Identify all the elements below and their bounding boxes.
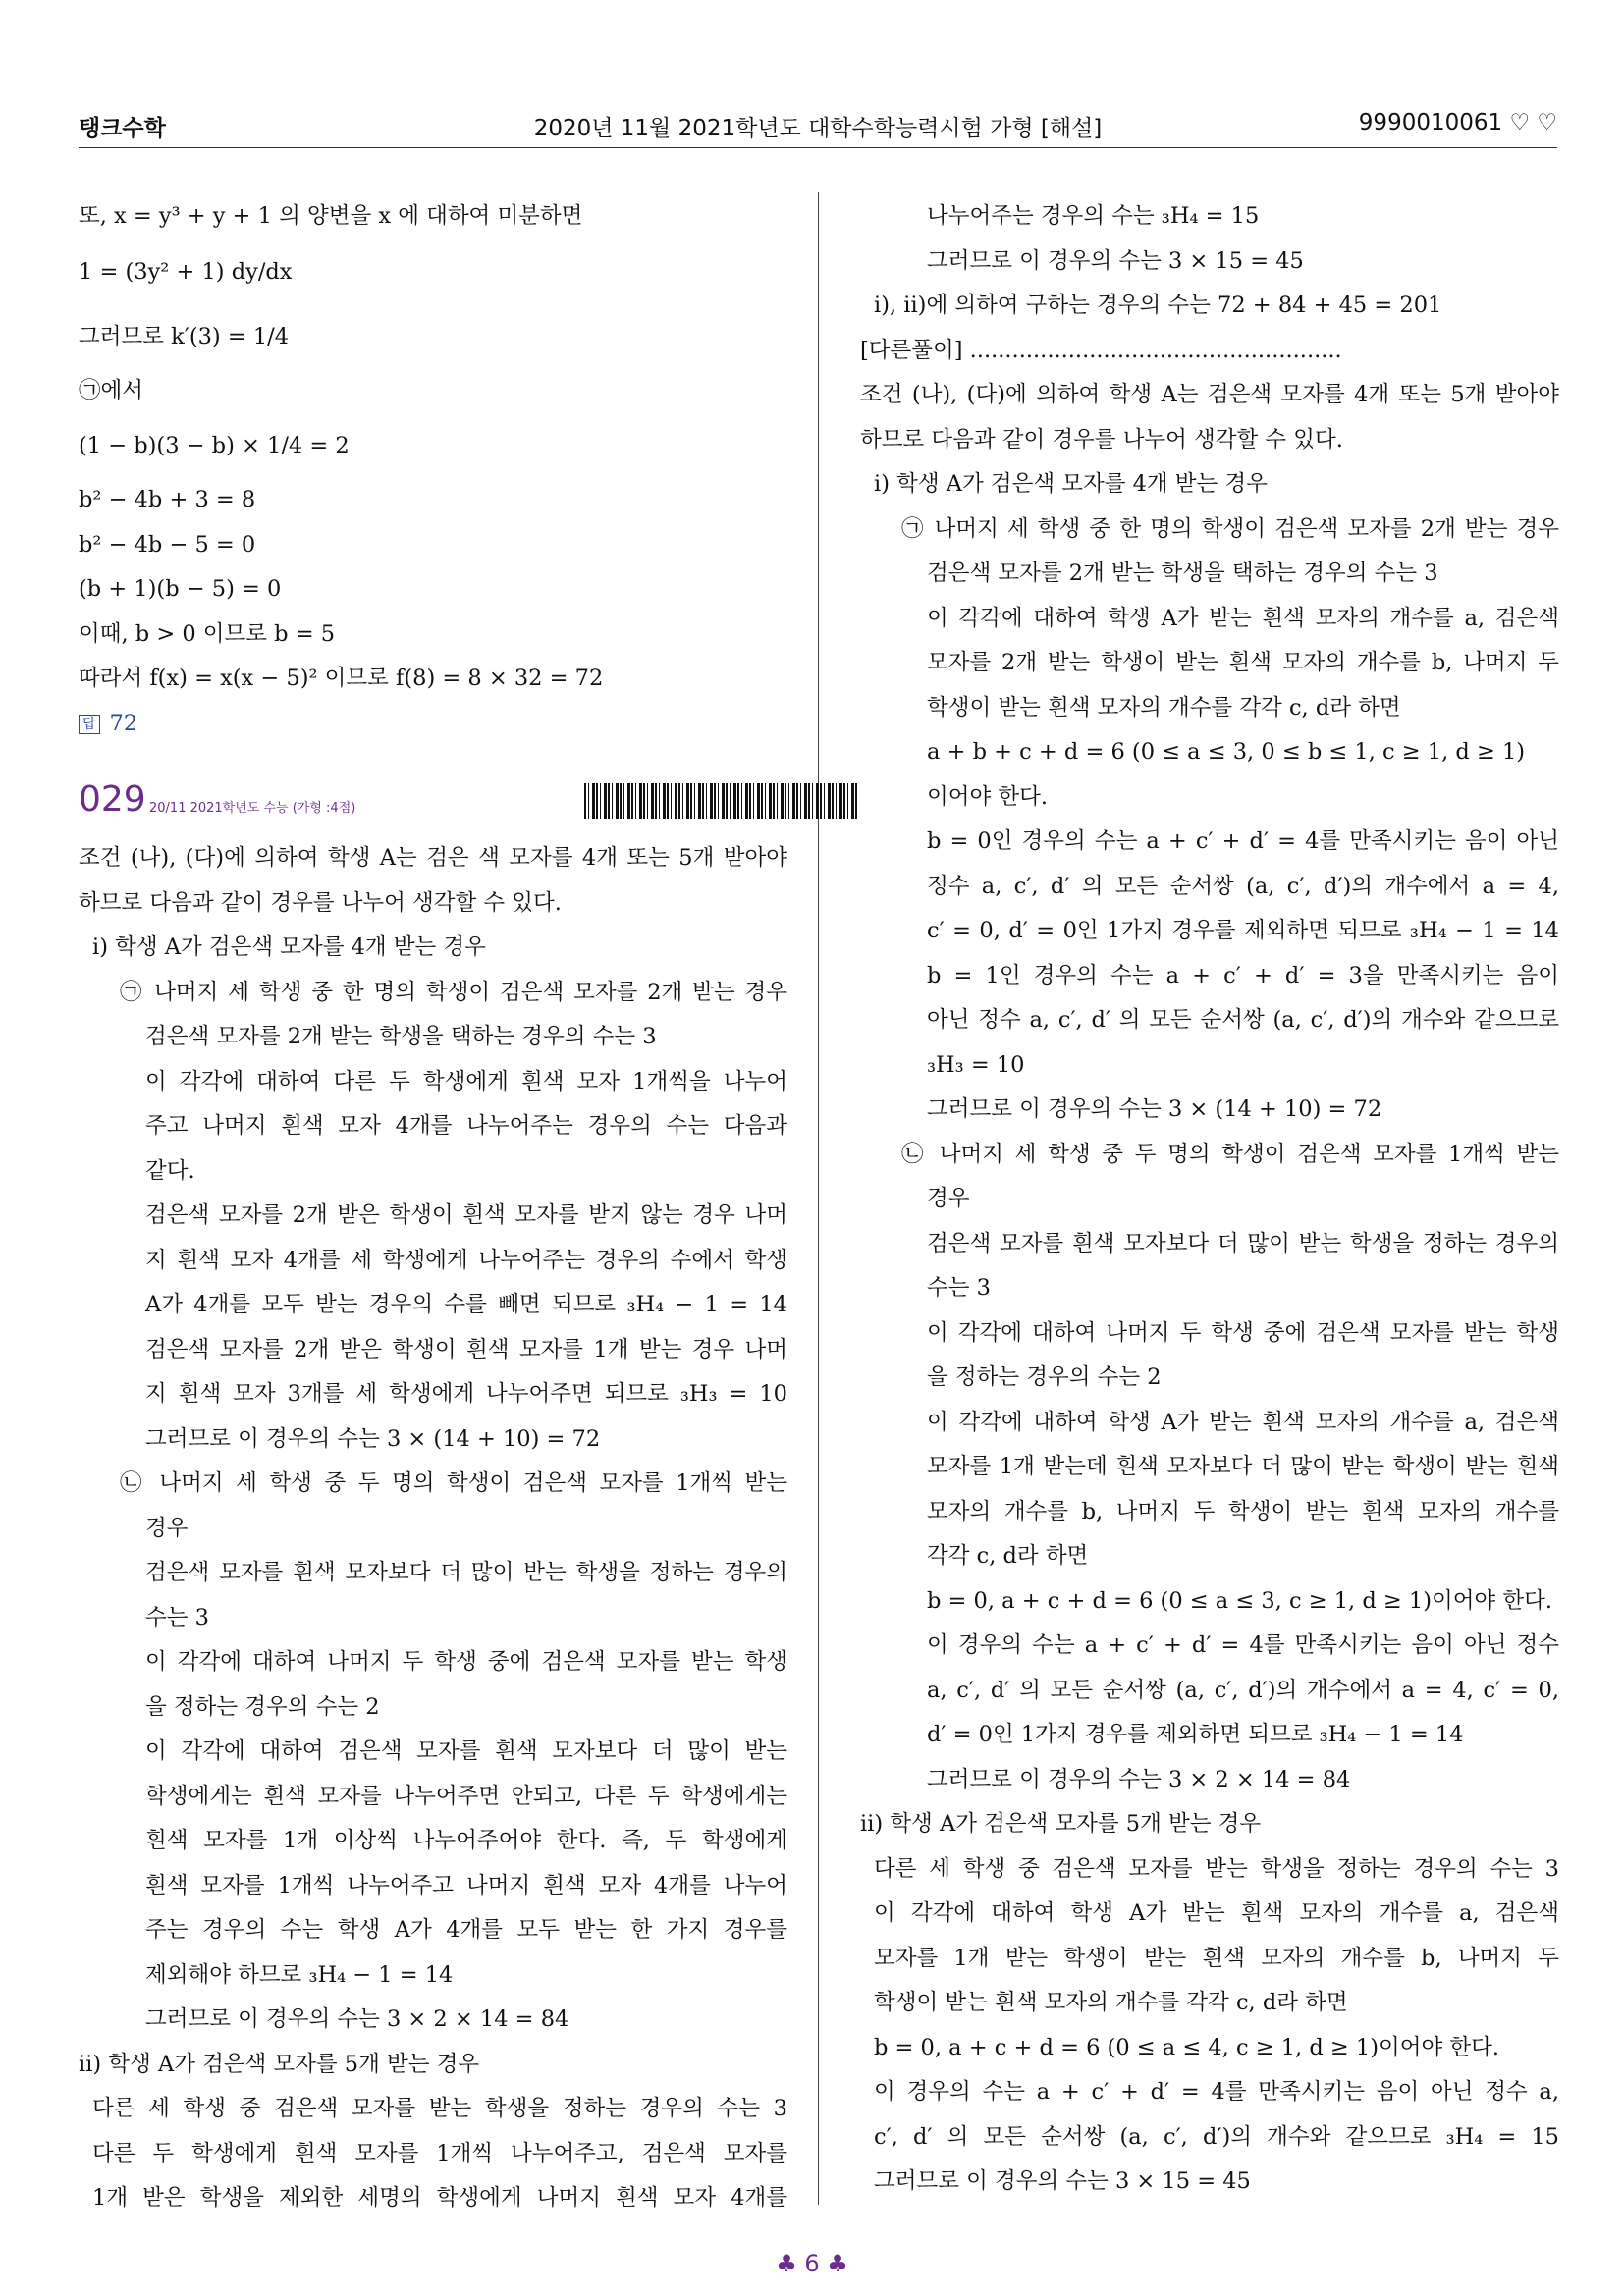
right-column: [860, 194, 1559, 2205]
text-line: 을 정하는 경우의 수는 2: [927, 1364, 1162, 1390]
text-line: 수는 3: [145, 1604, 209, 1630]
brand-name: 탱크수학: [79, 116, 166, 141]
text-line: b = 1인 경우의 수는 a + c′ + d′ = 3을 만족시키는 음이: [927, 962, 1559, 988]
text-line: 지 흰색 모자 3개를 세 학생에게 나누어주면 되므로 ₃H₃ = 10: [145, 1381, 787, 1407]
text-line: 흰색 모자를 1개 이상씩 나누어주어야 한다. 즉, 두 학생에게: [145, 1828, 787, 1853]
text-line: 검은색 모자를 2개 받은 학생이 흰색 모자를 받지 않는 경우 나머: [145, 1202, 787, 1228]
text-line: 그러므로 k′(3) = 1/4: [79, 323, 290, 349]
text-line: 그러므로 이 경우의 수는 3 × 2 × 14 = 84: [927, 1766, 1351, 1792]
text-line: 이 경우의 수는 a + c′ + d′ = 4를 만족시키는 음이 아닌 정수: [927, 1632, 1559, 1658]
text-line: 그러므로 이 경우의 수는 3 × 15 = 45: [874, 2168, 1251, 2194]
text-line: 나누어주는 경우의 수는 ₃H₄ = 15: [927, 203, 1260, 229]
text-line: 학생에게는 흰색 모자를 나누어주면 안되고, 다른 두 학생에게는: [145, 1783, 787, 1809]
barcode-image: [584, 783, 859, 819]
answer-value: 72: [109, 710, 138, 736]
text-line: 지 흰색 모자 4개를 세 학생에게 나누어주는 경우의 수에서 학생: [145, 1247, 787, 1273]
text-line: ₃H₃ = 10: [927, 1051, 1025, 1078]
text-line: b = 0인 경우의 수는 a + c′ + d′ = 4를 만족시키는 음이 아닌: [927, 828, 1559, 854]
text-line: A가 4개를 모두 받는 경우의 수를 빼면 되므로 ₃H₄ − 1 = 14: [145, 1292, 787, 1317]
text-line: b² − 4b + 3 = 8: [79, 487, 256, 512]
text-line: 그러므로 이 경우의 수는 3 × 15 = 45: [927, 247, 1304, 274]
text-line: 그러므로 이 경우의 수는 3 × 2 × 14 = 84: [145, 2006, 569, 2032]
text-line: 다른 세 학생 중 검은색 모자를 받는 학생을 정하는 경우의 수는 3: [92, 2096, 787, 2121]
left-column: [79, 194, 787, 2221]
text-line: 검은색 모자를 흰색 모자보다 더 많이 받는 학생을 정하는 경우의: [145, 1560, 787, 1585]
text-line: ㉡ 나머지 세 학생 중 두 명의 학생이 검은색 모자를 1개씩 받는: [120, 1470, 787, 1496]
text-line: 모자의 개수를 b, 나머지 두 학생이 받는 흰색 모자의 개수를: [927, 1498, 1559, 1524]
text-line: 1개 받은 학생을 제외한 세명의 학생에게 나머지 흰색 모자 4개를: [92, 2185, 787, 2211]
text-line: 을 정하는 경우의 수는 2: [145, 1693, 380, 1720]
text-line: d′ = 0인 1가지 경우를 제외하면 되므로 ₃H₄ − 1 = 14: [927, 1722, 1464, 1747]
text-line: 모자를 1개 받는데 흰색 모자보다 더 많이 받는 학생이 받는 흰색: [927, 1454, 1559, 1479]
text-line: 경우: [927, 1186, 970, 1211]
text-line: 그러므로 이 경우의 수는 3 × (14 + 10) = 72: [145, 1425, 601, 1452]
column-divider: [818, 192, 819, 2205]
text-line: 그러므로 이 경우의 수는 3 × (14 + 10) = 72: [927, 1096, 1382, 1122]
text-line: b² − 4b − 5 = 0: [79, 531, 256, 558]
text-line: 이 각각에 대하여 학생 A가 받는 흰색 모자의 개수를 a, 검은색: [927, 1409, 1559, 1435]
text-line: ㉠ 나머지 세 학생 중 한 명의 학생이 검은색 모자를 2개 받는 경우: [901, 515, 1559, 542]
problem-info: 20/11 2021학년도 수능 (가형 :4점): [149, 801, 356, 816]
text-line: 이 각각에 대하여 다른 두 학생에게 흰색 모자 1개씩을 나누어: [145, 1068, 787, 1095]
text-line: 각각 c, d라 하면: [927, 1543, 1089, 1569]
text-line: 검은색 모자를 2개 받는 학생을 택하는 경우의 수는 3: [145, 1024, 657, 1049]
text-line: 학생이 받는 흰색 모자의 개수를 각각 c, d라 하면: [927, 694, 1401, 721]
text-line: (b + 1)(b − 5) = 0: [79, 576, 282, 602]
text-line: ⅰ), ⅱ)에 의하여 구하는 경우의 수는 72 + 84 + 45 = 201: [874, 293, 1442, 318]
alt-solution-heading: [다른풀이] .....................................................: [860, 337, 1342, 363]
text-line: ⅱ) 학생 A가 검은색 모자를 5개 받는 경우: [860, 1811, 1262, 1837]
text-line: b = 0, a + c + d = 6 (0 ≤ a ≤ 4, c ≥ 1, d ≥ 1)이어야 한다.: [874, 2034, 1499, 2060]
answer-tag: 답: [79, 715, 100, 734]
text-line: 이 각각에 대하여 나머지 두 학생 중에 검은색 모자를 받는 학생: [927, 1319, 1559, 1346]
text-line: c′ = 0, d′ = 0인 1가지 경우를 제외하면 되므로 ₃H₄ − 1 = 14: [927, 918, 1559, 943]
text-line: 검은색 모자를 2개 받는 학생을 택하는 경우의 수는 3: [927, 561, 1438, 586]
text-line: 1 = (3y² + 1) dy/dx: [79, 258, 293, 285]
text-line: ㉠ 나머지 세 학생 중 한 명의 학생이 검은색 모자를 2개 받는 경우: [120, 979, 787, 1005]
text-line: (1 − b)(3 − b) × 1/4 = 2: [79, 433, 350, 458]
problem-header: [79, 746, 787, 836]
text-line: 또, x = y³ + y + 1 의 양변을 x 에 대하여 미분하면: [79, 203, 583, 229]
text-line: 검은색 모자를 2개 받은 학생이 흰색 모자를 1개 받는 경우 나머: [145, 1336, 787, 1362]
text-line: 주고 나머지 흰색 모자 4개를 나누어주는 경우의 수는 다음과: [145, 1113, 787, 1139]
text-line: 주는 경우의 수는 학생 A가 4개를 모두 받는 한 가지 경우를: [145, 1917, 787, 1943]
page-header: [79, 110, 1557, 145]
page-number: ♣ 6 ♣: [776, 2250, 848, 2277]
text-line: 흰색 모자를 1개씩 나누어주고 나머지 흰색 모자 4개를 나누어: [145, 1872, 787, 1898]
text-line: 같다.: [145, 1157, 195, 1184]
text-line: 이 경우의 수는 a + c′ + d′ = 4를 만족시키는 음이 아닌 정수 a,: [874, 2079, 1559, 2105]
text-line: ㉡ 나머지 세 학생 중 두 명의 학생이 검은색 모자를 1개씩 받는: [901, 1141, 1559, 1167]
text-line: 다른 세 학생 중 검은색 모자를 받는 학생을 정하는 경우의 수는 3: [874, 1855, 1559, 1882]
text-line: ㉠에서: [79, 377, 143, 403]
text-line: 검은색 모자를 흰색 모자보다 더 많이 받는 학생을 정하는 경우의: [927, 1230, 1559, 1256]
text-line: 하므로 다음과 같이 경우를 나누어 생각할 수 있다.: [860, 426, 1343, 453]
text-line: 따라서 f(x) = x(x − 5)² 이므로 f(8) = 8 × 32 = 72: [79, 666, 604, 691]
text-line: 경우: [145, 1515, 189, 1541]
text-line: 이 각각에 대하여 나머지 두 학생 중에 검은색 모자를 받는 학생: [145, 1649, 787, 1675]
text-line: a + b + c + d = 6 (0 ≤ a ≤ 3, 0 ≤ b ≤ 1, c ≥ 1, d ≥ 1): [927, 739, 1526, 765]
text-line: 제외해야 하므로 ₃H₄ − 1 = 14: [145, 1961, 454, 1988]
text-line: 학생이 받는 흰색 모자의 개수를 각각 c, d라 하면: [874, 1990, 1348, 2015]
text-line: 조건 (나), (다)에 의하여 학생 A는 검은 색 모자를 4개 또는 5개 받아야: [79, 845, 787, 871]
text-line: ⅱ) 학생 A가 검은색 모자를 5개 받는 경우: [79, 2051, 480, 2077]
text-line: 이어야 한다.: [927, 783, 1048, 810]
text-line: 하므로 다음과 같이 경우를 나누어 생각할 수 있다.: [79, 889, 562, 916]
text-line: 아닌 정수 a, c′, d′ 의 모든 순서쌍 (a, c′, d′)의 개수와 같으므로: [927, 1007, 1559, 1033]
text-line: 다른 두 학생에게 흰색 모자를 1개씩 나누어주고, 검은색 모자를: [92, 2140, 787, 2166]
text-line: 수는 3: [927, 1275, 991, 1301]
problem-number: 029: [79, 779, 146, 820]
text-line: 모자를 1개 받는 학생이 받는 흰색 모자의 개수를 b, 나머지 두: [874, 1945, 1559, 1971]
text-line: 조건 (나), (다)에 의하여 학생 A는 검은색 모자를 4개 또는 5개 받아야: [860, 382, 1559, 407]
text-line: 이 각각에 대하여 학생 A가 받는 흰색 모자의 개수를 a, 검은색: [927, 605, 1559, 631]
text-line: 정수 a, c′, d′ 의 모든 순서쌍 (a, c′, d′)의 개수에서 a = 4,: [927, 873, 1559, 899]
text-line: 모자를 2개 받는 학생이 받는 흰색 모자의 개수를 b, 나머지 두: [927, 650, 1559, 675]
text-line: a, c′, d′ 의 모든 순서쌍 (a, c′, d′)의 개수에서 a = 4, c′ = 0,: [927, 1677, 1559, 1703]
answer-line: [79, 702, 787, 747]
text-line: 이 각각에 대하여 검은색 모자를 흰색 모자보다 더 많이 받는: [145, 1738, 787, 1764]
header-rule: [79, 147, 1557, 148]
text-line: ⅰ) 학생 A가 검은색 모자를 4개 받는 경우: [874, 471, 1268, 497]
document-code: 9990010061 ♡ ♡: [1358, 110, 1557, 135]
text-line: 이때, b > 0 이므로 b = 5: [79, 620, 336, 647]
text-line: c′, d′ 의 모든 순서쌍 (a, c′, d′)의 개수와 같으므로 ₃H₄ = 15: [874, 2123, 1559, 2150]
text-line: b = 0, a + c + d = 6 (0 ≤ a ≤ 3, c ≥ 1, d ≥ 1)이어야 한다.: [927, 1587, 1552, 1614]
text-line: ⅰ) 학생 A가 검은색 모자를 4개 받는 경우: [92, 934, 486, 960]
document-title: 2020년 11월 2021학년도 대학수학능력시험 가형 [해설]: [533, 116, 1103, 141]
text-line: 이 각각에 대하여 학생 A가 받는 흰색 모자의 개수를 a, 검은색: [874, 1900, 1559, 1926]
